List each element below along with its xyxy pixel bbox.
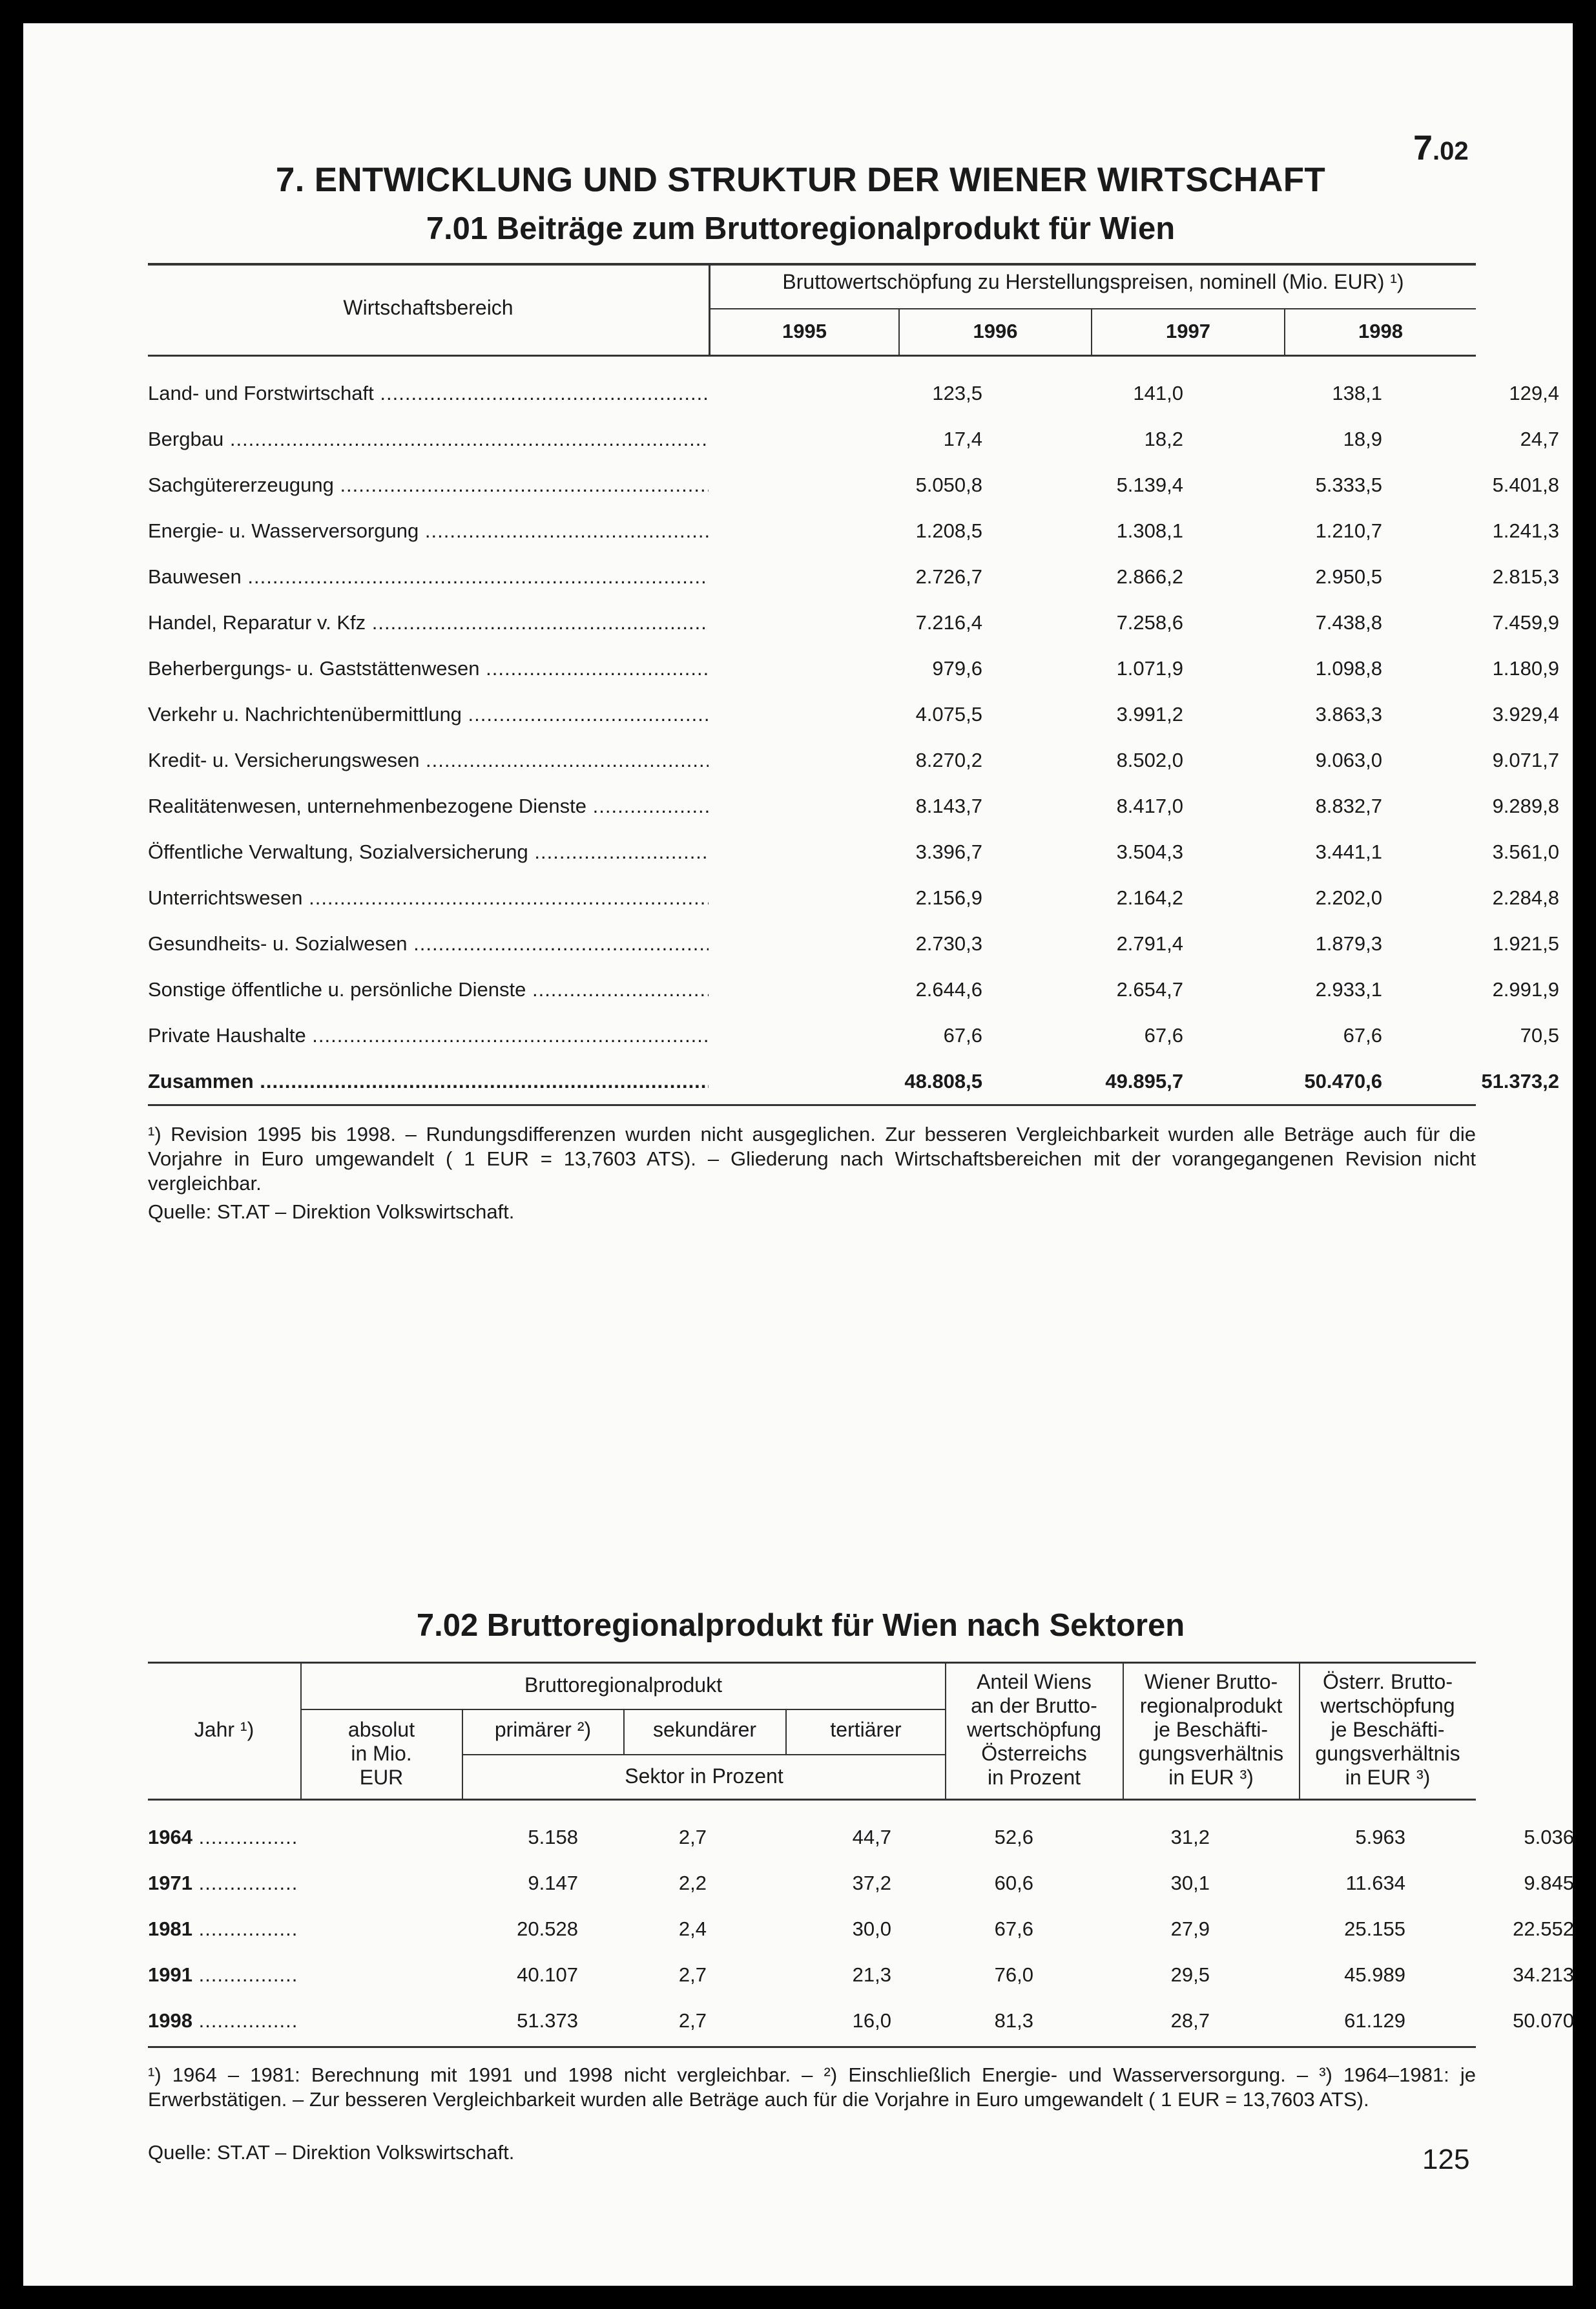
table2-header-tertiaer: tertiärer: [830, 1718, 902, 1741]
cell: 18,9: [1343, 428, 1382, 450]
cell: 67,6: [1343, 1024, 1382, 1047]
cell: 2.644,6: [915, 978, 982, 1001]
row-label: Handel, Reparatur v. Kfz .....: [148, 611, 709, 634]
row-label: Unterrichtswesen .....: [148, 886, 709, 910]
table-row: [148, 703, 1559, 731]
header-line: Wiener Brutto-: [1144, 1670, 1278, 1693]
header-line: in Prozent: [987, 1766, 1081, 1789]
cell: 40.107: [517, 1963, 578, 1986]
cell: 30,1: [1170, 1872, 1210, 1894]
table-row: [148, 2009, 1574, 2038]
cell: 5.963: [1355, 1826, 1405, 1848]
cell: 1.921,5: [1492, 932, 1559, 955]
table1-footnote: ¹) Revision 1995 bis 1998. – Rundungsdifferenzen wurden nicht ausgeglichen. Zur besseren Vergleichbarkeit wurden alle Beträge auch für die Vorjahre in Euro umgewandelt ( 1 EUR = 13,7603 ATS). – Gliederung nach Wirtschaftsbereichen mit der vorangegangenen Revision nicht vergleichbar.: [148, 1123, 1476, 1195]
table-row: [148, 474, 1559, 502]
cell: 31,2: [1170, 1826, 1210, 1848]
cell: 2.654,7: [1116, 978, 1183, 1001]
cell: 3.561,0: [1492, 841, 1559, 863]
cell: 8.502,0: [1116, 749, 1183, 771]
cell: 5.050,8: [915, 474, 982, 496]
cell: 29,5: [1170, 1963, 1210, 1986]
row-label: Öffentliche Verwaltung, Sozialversicherung .....: [148, 841, 709, 864]
table1-year-1997: 1997: [1166, 320, 1210, 342]
table1-source: Quelle: ST.AT – Direktion Volkswirtschaft.: [148, 1200, 515, 1223]
cell: 1.241,3: [1492, 519, 1559, 542]
cell: 3.991,2: [1116, 703, 1183, 726]
row-label: Bergbau .....: [148, 428, 709, 451]
table2-header-anteil: [946, 1670, 1123, 1790]
cell: 1.308,1: [1116, 519, 1183, 542]
cell: 979,6: [932, 657, 982, 680]
cell: 70,5: [1520, 1024, 1559, 1047]
cell: 34.213: [1513, 1963, 1574, 1986]
cell: 11.634: [1345, 1872, 1405, 1894]
cell: 81,3: [994, 2009, 1033, 2032]
cell: 5.036: [1524, 1826, 1574, 1848]
table2-header-primaer: primärer ²): [494, 1718, 592, 1741]
header-line: wertschöpfung: [1320, 1694, 1455, 1717]
cell: 28,7: [1170, 2009, 1210, 2032]
row-label: Private Haushalte .....: [148, 1024, 709, 1047]
cell: 2,7: [678, 1963, 707, 1986]
cell: 9.845: [1524, 1872, 1574, 1894]
cell: 30,0: [852, 1917, 891, 1940]
table1-header-bottom-rule: [148, 355, 1476, 357]
cell: 2.202,0: [1315, 886, 1382, 909]
cell: 3.504,3: [1116, 841, 1183, 863]
cell: 49.895,7: [1105, 1070, 1183, 1092]
cell: 8.143,7: [915, 795, 982, 817]
header-line: in Mio.: [351, 1742, 412, 1765]
cell: 1.098,8: [1315, 657, 1382, 680]
cell: 7.216,4: [915, 611, 982, 634]
cell: 3.929,4: [1492, 703, 1559, 726]
cell: 7.438,8: [1315, 611, 1382, 634]
table1-col-header-left: Wirtschaftsbereich: [343, 296, 513, 319]
cell: 2.815,3: [1492, 565, 1559, 588]
cell: 1.180,9: [1492, 657, 1559, 680]
table-row: [148, 978, 1559, 1007]
cell: 52,6: [994, 1826, 1033, 1848]
row-year: [148, 1872, 296, 1895]
table2-footnote: ¹) 1964 – 1981: Berechnung mit 1991 und 1998 nicht vergleichbar. – ²) Einschließlich Energie- und Wasserversorgung. – ³) 1964–1981: je Erwerbstätigen. – Zur besseren Vergleichbarkeit wurden alle Beträge auch für die Vorjahre in Euro umgewandelt ( 1 EUR = 13,7603 ATS).: [148, 2063, 1476, 2111]
table-row: [148, 1917, 1574, 1946]
row-year-value: 1981: [148, 1917, 192, 1940]
cell: 2.866,2: [1116, 565, 1183, 588]
cell: 3.396,7: [915, 841, 982, 863]
cell: 50.470,6: [1304, 1070, 1382, 1092]
table-row: [148, 886, 1559, 915]
cell: 5.333,5: [1315, 474, 1382, 496]
cell: 9.289,8: [1492, 795, 1559, 817]
page-number: 125: [1422, 2144, 1470, 2175]
cell: 2.933,1: [1315, 978, 1382, 1001]
cell: 16,0: [852, 2009, 891, 2032]
table2-header-brp: Bruttoregionalprodukt: [524, 1673, 722, 1697]
table-row: [148, 1024, 1559, 1052]
cell: 2,4: [678, 1917, 707, 1940]
table-row: [148, 841, 1559, 869]
table-total-row: [148, 1070, 1559, 1098]
cell: 21,3: [852, 1963, 891, 1986]
cell: 2.730,3: [915, 932, 982, 955]
table-row: [148, 382, 1559, 410]
cell: 37,2: [852, 1872, 891, 1894]
table2-header-wiener: [1123, 1670, 1299, 1790]
table1-top-rule: [148, 263, 1476, 266]
cell: 5.158: [528, 1826, 578, 1848]
cell: 22.552: [1513, 1917, 1574, 1940]
header-line: wertschöpfung: [966, 1718, 1102, 1741]
cell: 3.863,3: [1315, 703, 1382, 726]
cell: 1.208,5: [915, 519, 982, 542]
table2-source: Quelle: ST.AT – Direktion Volkswirtschaft.: [148, 2141, 515, 2164]
cell: 2.991,9: [1492, 978, 1559, 1001]
chapter-heading: 7. ENTWICKLUNG UND STRUKTUR DER WIENER WIRTSCHAFT: [275, 161, 1326, 199]
cell: 4.075,5: [915, 703, 982, 726]
cell: 8.417,0: [1116, 795, 1183, 817]
cell: 25.155: [1344, 1917, 1405, 1940]
table1-col-header-group: Bruttowertschöpfung zu Herstellungspreisen, nominell (Mio. EUR) ¹): [782, 270, 1404, 293]
cell: 45.989: [1344, 1963, 1405, 1986]
cell: 18,2: [1144, 428, 1183, 450]
cell: 17,4: [943, 428, 982, 450]
row-label: Gesundheits- u. Sozialwesen .....: [148, 932, 709, 956]
cell: 2,7: [678, 1826, 707, 1848]
section-code-main: 7: [1413, 129, 1433, 167]
cell: 61.129: [1344, 2009, 1405, 2032]
table2-header-sekundaer: sekundärer: [652, 1718, 757, 1741]
table2-header-absolut: [301, 1718, 462, 1790]
cell: 67,6: [1144, 1024, 1183, 1047]
row-year: [148, 1826, 296, 1849]
cell: 1.071,9: [1116, 657, 1183, 680]
table-row: [148, 519, 1559, 548]
cell: 141,0: [1133, 382, 1183, 404]
cell: 50.070: [1513, 2009, 1574, 2032]
cell: 2.950,5: [1315, 565, 1382, 588]
row-label: Land- und Forstwirtschaft .....: [148, 382, 709, 405]
table-row: [148, 1963, 1574, 1992]
cell: 5.139,4: [1116, 474, 1183, 496]
row-year-value: 1998: [148, 2009, 192, 2032]
header-line: je Beschäfti-: [1154, 1718, 1269, 1741]
header-line: Anteil Wiens: [977, 1670, 1092, 1693]
row-year: [148, 1963, 296, 1987]
cell: 48.808,5: [904, 1070, 982, 1092]
row-year-value: 1971: [148, 1872, 192, 1894]
cell: 2,2: [678, 1872, 707, 1894]
header-line: an der Brutto-: [971, 1694, 1097, 1717]
header-line: in EUR ³): [1168, 1766, 1254, 1789]
cell: 2.156,9: [915, 886, 982, 909]
cell: 8.832,7: [1315, 795, 1382, 817]
cell: 8.270,2: [915, 749, 982, 771]
cell: 123,5: [932, 382, 982, 404]
table-row: [148, 428, 1559, 456]
table-row: [148, 1872, 1574, 1900]
row-label: Realitätenwesen, unternehmenbezogene Dienste .....: [148, 795, 709, 818]
header-line: absolut: [347, 1718, 415, 1741]
header-line: regionalprodukt: [1139, 1694, 1283, 1717]
cell: 60,6: [994, 1872, 1033, 1894]
section-code-sub: .02: [1433, 137, 1469, 165]
row-year: [148, 1917, 296, 1941]
table2-header-sektor: Sektor in Prozent: [625, 1764, 783, 1788]
cell: 2,7: [678, 2009, 707, 2032]
cell: 9.147: [528, 1872, 578, 1894]
table1-title: 7.01 Beiträge zum Bruttoregionalprodukt für Wien: [426, 211, 1176, 246]
header-line: Österr. Brutto-: [1323, 1670, 1453, 1693]
cell: 1.210,7: [1315, 519, 1382, 542]
row-label: Sachgütererzeugung .....: [148, 474, 709, 497]
row-label: Verkehr u. Nachrichtenübermittlung .....: [148, 703, 709, 726]
header-line: in EUR ³): [1345, 1766, 1431, 1789]
row-label: Energie- u. Wasserversorgung .....: [148, 519, 709, 543]
table2-header-bottom-rule: [148, 1799, 1476, 1801]
cell: 44,7: [852, 1826, 891, 1848]
table-row: [148, 565, 1559, 594]
row-year: [148, 2009, 296, 2032]
header-line: je Beschäfti-: [1331, 1718, 1445, 1741]
table-row: [148, 1826, 1574, 1854]
row-year-value: 1964: [148, 1826, 192, 1848]
cell: 2.726,7: [915, 565, 982, 588]
table1-year-1995: 1995: [782, 320, 827, 342]
cell: 2.284,8: [1492, 886, 1559, 909]
row-label: Beherbergungs- u. Gaststättenwesen .....: [148, 657, 709, 680]
table-row: [148, 749, 1559, 777]
row-label: Bauwesen .....: [148, 565, 709, 589]
cell: 20.528: [517, 1917, 578, 1940]
row-label: Sonstige öffentliche u. persönliche Dienste .....: [148, 978, 709, 1001]
cell: 27,9: [1170, 1917, 1210, 1940]
table1-year-1996: 1996: [973, 320, 1018, 342]
cell: 3.441,1: [1315, 841, 1382, 863]
cell: 2.791,4: [1116, 932, 1183, 955]
table2-title: 7.02 Bruttoregionalprodukt für Wien nach Sektoren: [416, 1608, 1185, 1643]
table2-header-oesterr: [1300, 1670, 1476, 1790]
table-row: [148, 611, 1559, 640]
header-line: EUR: [359, 1766, 404, 1789]
table-row: [148, 932, 1559, 961]
table-row: [148, 657, 1559, 685]
cell: 129,4: [1509, 382, 1559, 404]
row-label: Kredit- u. Versicherungswesen .....: [148, 749, 709, 772]
cell: 51.373,2: [1481, 1070, 1559, 1092]
cell: 2.164,2: [1116, 886, 1183, 909]
cell: 7.258,6: [1116, 611, 1183, 634]
row-year-value: 1991: [148, 1963, 192, 1986]
cell: 9.063,0: [1315, 749, 1382, 771]
total-label: Zusammen .....: [148, 1070, 709, 1093]
cell: 138,1: [1332, 382, 1382, 404]
cell: 7.459,9: [1492, 611, 1559, 634]
header-line: gungsverhältnis: [1315, 1742, 1460, 1765]
cell: 67,6: [943, 1024, 982, 1047]
cell: 9.071,7: [1492, 749, 1559, 771]
table2-top-rule: [148, 1662, 1476, 1664]
table-row: [148, 795, 1559, 823]
table1-year-1998: 1998: [1358, 320, 1403, 342]
cell: 5.401,8: [1492, 474, 1559, 496]
cell: 67,6: [994, 1917, 1033, 1940]
cell: 76,0: [994, 1963, 1033, 1986]
cell: 51.373: [517, 2009, 578, 2032]
table1-header-midrule: [710, 308, 1476, 309]
table2-sektor-subrule: [462, 1754, 946, 1755]
cell: 24,7: [1520, 428, 1559, 450]
header-line: Österreichs: [981, 1742, 1087, 1765]
table1-bottom-rule: [148, 1104, 1476, 1106]
table2-header-year: Jahr ¹): [194, 1718, 254, 1741]
table2-bottom-rule: [148, 2046, 1476, 2048]
cell: 1.879,3: [1315, 932, 1382, 955]
header-line: gungsverhältnis: [1138, 1742, 1284, 1765]
